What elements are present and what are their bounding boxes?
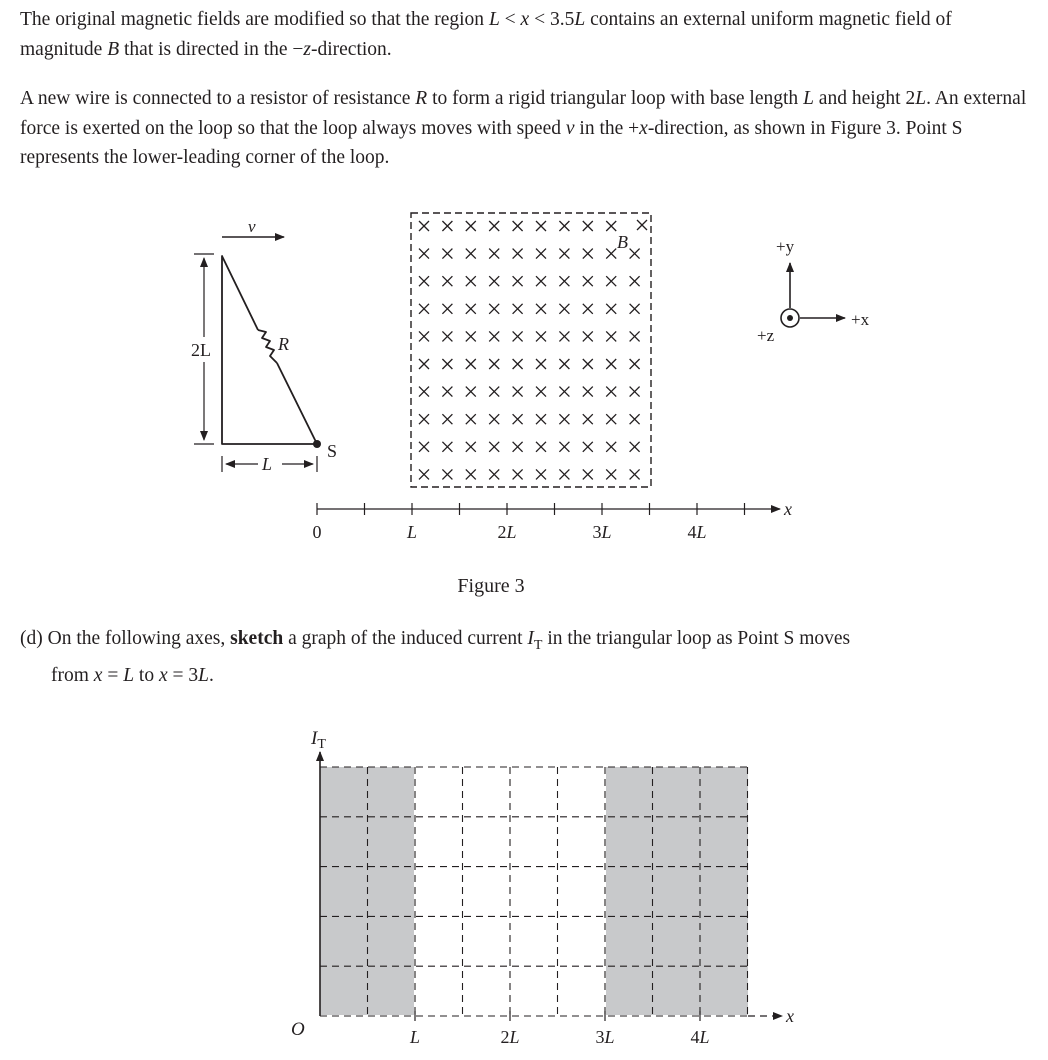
coordinate-system [781,263,845,327]
field-x-mark [559,442,569,452]
field-into-page-marks [419,220,647,479]
current-graph[interactable] [0,720,1048,1060]
coord-z-label: +z [757,326,775,345]
origin-label: O [291,1019,305,1040]
field-x-mark [419,442,429,452]
field-x-mark [466,276,476,286]
field-x-mark [489,304,499,314]
coord-y-label: +y [776,237,795,256]
point-s-label: S [327,441,338,461]
field-x-mark [536,276,546,286]
field-x-mark [442,387,452,397]
field-x-mark [419,304,429,314]
field-x-mark [442,442,452,452]
field-x-mark [419,359,429,369]
field-x-mark [583,304,593,314]
field-x-mark [489,387,499,397]
field-x-mark [442,359,452,369]
question-part-d: (d) On the following axes, sketch a graph of the induced current $I_T$ in the triangular loop as Point S moves from x = L to x = 3L. [20,628,851,686]
field-x-mark [489,331,499,341]
axis-tick-label: 2L [497,522,517,542]
field-x-mark [536,359,546,369]
field-x-mark [513,387,523,397]
field-x-mark [559,304,569,314]
field-x-mark [630,276,640,286]
velocity-label: v [248,217,256,236]
field-x-mark [442,331,452,341]
field-x-mark [583,331,593,341]
field-x-mark [489,469,499,479]
field-x-mark [489,442,499,452]
graph-tick-label: 4L [690,1027,710,1047]
field-x-mark [513,442,523,452]
field-x-mark [559,387,569,397]
field-x-mark [583,414,593,424]
coord-x-label: +x [851,310,870,329]
field-x-mark [466,331,476,341]
triangular-loop [222,256,317,444]
field-x-mark [630,414,640,424]
axis-tick-label: L [406,522,418,542]
field-x-mark [583,469,593,479]
field-x-mark [419,221,429,231]
graph-tick-label: 3L [595,1027,615,1047]
current-axis-label: $I_T$ [311,728,326,752]
field-x-mark [536,442,546,452]
field-x-mark [536,249,546,259]
field-x-mark [442,276,452,286]
field-x-mark [606,442,616,452]
field-x-mark [442,249,452,259]
field-x-mark [419,414,429,424]
field-x-mark [489,359,499,369]
field-x-mark [559,331,569,341]
axis-x-label: x [784,499,792,519]
field-x-mark [466,387,476,397]
field-x-mark [606,469,616,479]
field-x-mark [442,304,452,314]
field-x-mark [630,359,640,369]
field-x-mark [630,469,640,479]
field-x-mark [630,387,640,397]
resistor-symbol [258,330,277,363]
graph-tick-label: L [409,1027,421,1047]
field-x-mark [559,359,569,369]
field-x-mark [630,331,640,341]
field-x-mark [442,469,452,479]
axis-tick-label: 0 [312,522,322,542]
field-x-mark [583,359,593,369]
axis-tick-label: 3L [592,522,612,542]
field-x-mark [466,249,476,259]
field-x-mark [583,249,593,259]
field-x-mark [559,414,569,424]
field-x-mark [489,276,499,286]
field-x-mark [536,221,546,231]
setup-paragraph: A new wire is connected to a resistor of resistance R to form a rigid triangular loop with base length L and height 2L. An external force is exerted on the loop so that the loop always moves with speed v in the +x-direction, as shown in Figure 3. Point S represents the lower-leading corner of the loop. [20,88,1027,168]
point-s-marker [313,440,321,448]
field-x-mark [466,221,476,231]
field-x-mark [466,442,476,452]
figure-3 [0,200,1048,610]
field-x-mark [536,469,546,479]
field-x-mark [559,221,569,231]
field-x-mark [637,220,647,230]
field-x-mark [419,331,429,341]
base-label: L [262,454,273,474]
height-label: 2L [191,340,211,360]
field-x-mark [630,249,640,259]
field-x-mark [513,221,523,231]
field-x-mark [513,414,523,424]
field-x-mark [419,387,429,397]
field-x-mark [513,276,523,286]
field-x-mark [606,387,616,397]
field-x-mark [419,469,429,479]
graph-tick-label: 2L [500,1027,520,1047]
field-x-mark [606,276,616,286]
field-x-mark [583,442,593,452]
field-x-mark [583,387,593,397]
field-x-mark [583,276,593,286]
field-x-mark [606,304,616,314]
figure-caption: Figure 3 [457,575,525,597]
field-x-mark [606,359,616,369]
field-x-mark [536,387,546,397]
field-x-mark [513,304,523,314]
field-x-mark [489,414,499,424]
field-label: B [617,232,628,252]
graph-x-label: x [786,1006,794,1026]
field-x-mark [606,221,616,231]
field-x-mark [466,359,476,369]
field-x-mark [489,221,499,231]
field-x-mark [466,304,476,314]
field-x-mark [489,249,499,259]
field-x-mark [513,249,523,259]
field-x-mark [606,331,616,341]
intro-paragraph: The original magnetic fields are modified so that the region L < x < 3.5L contains an external uniform magnetic field of magnitude B that is directed in the −z-direction. [20,9,952,60]
field-x-mark [559,469,569,479]
field-x-mark [513,359,523,369]
field-x-mark [559,249,569,259]
resistor-label: R [278,334,289,354]
axis-tick-label: 4L [687,522,707,542]
field-x-mark [606,414,616,424]
field-x-mark [513,331,523,341]
field-x-mark [466,414,476,424]
field-x-mark [513,469,523,479]
field-x-mark [419,249,429,259]
shaded-region-right [606,767,748,1015]
field-x-mark [442,414,452,424]
field-x-mark [559,276,569,286]
field-x-mark [536,331,546,341]
field-x-mark [630,442,640,452]
field-x-mark [536,304,546,314]
field-x-mark [442,221,452,231]
field-x-mark [536,414,546,424]
field-x-mark [583,221,593,231]
field-x-mark [466,469,476,479]
field-x-mark [606,249,616,259]
field-x-mark [630,304,640,314]
field-x-mark [419,276,429,286]
